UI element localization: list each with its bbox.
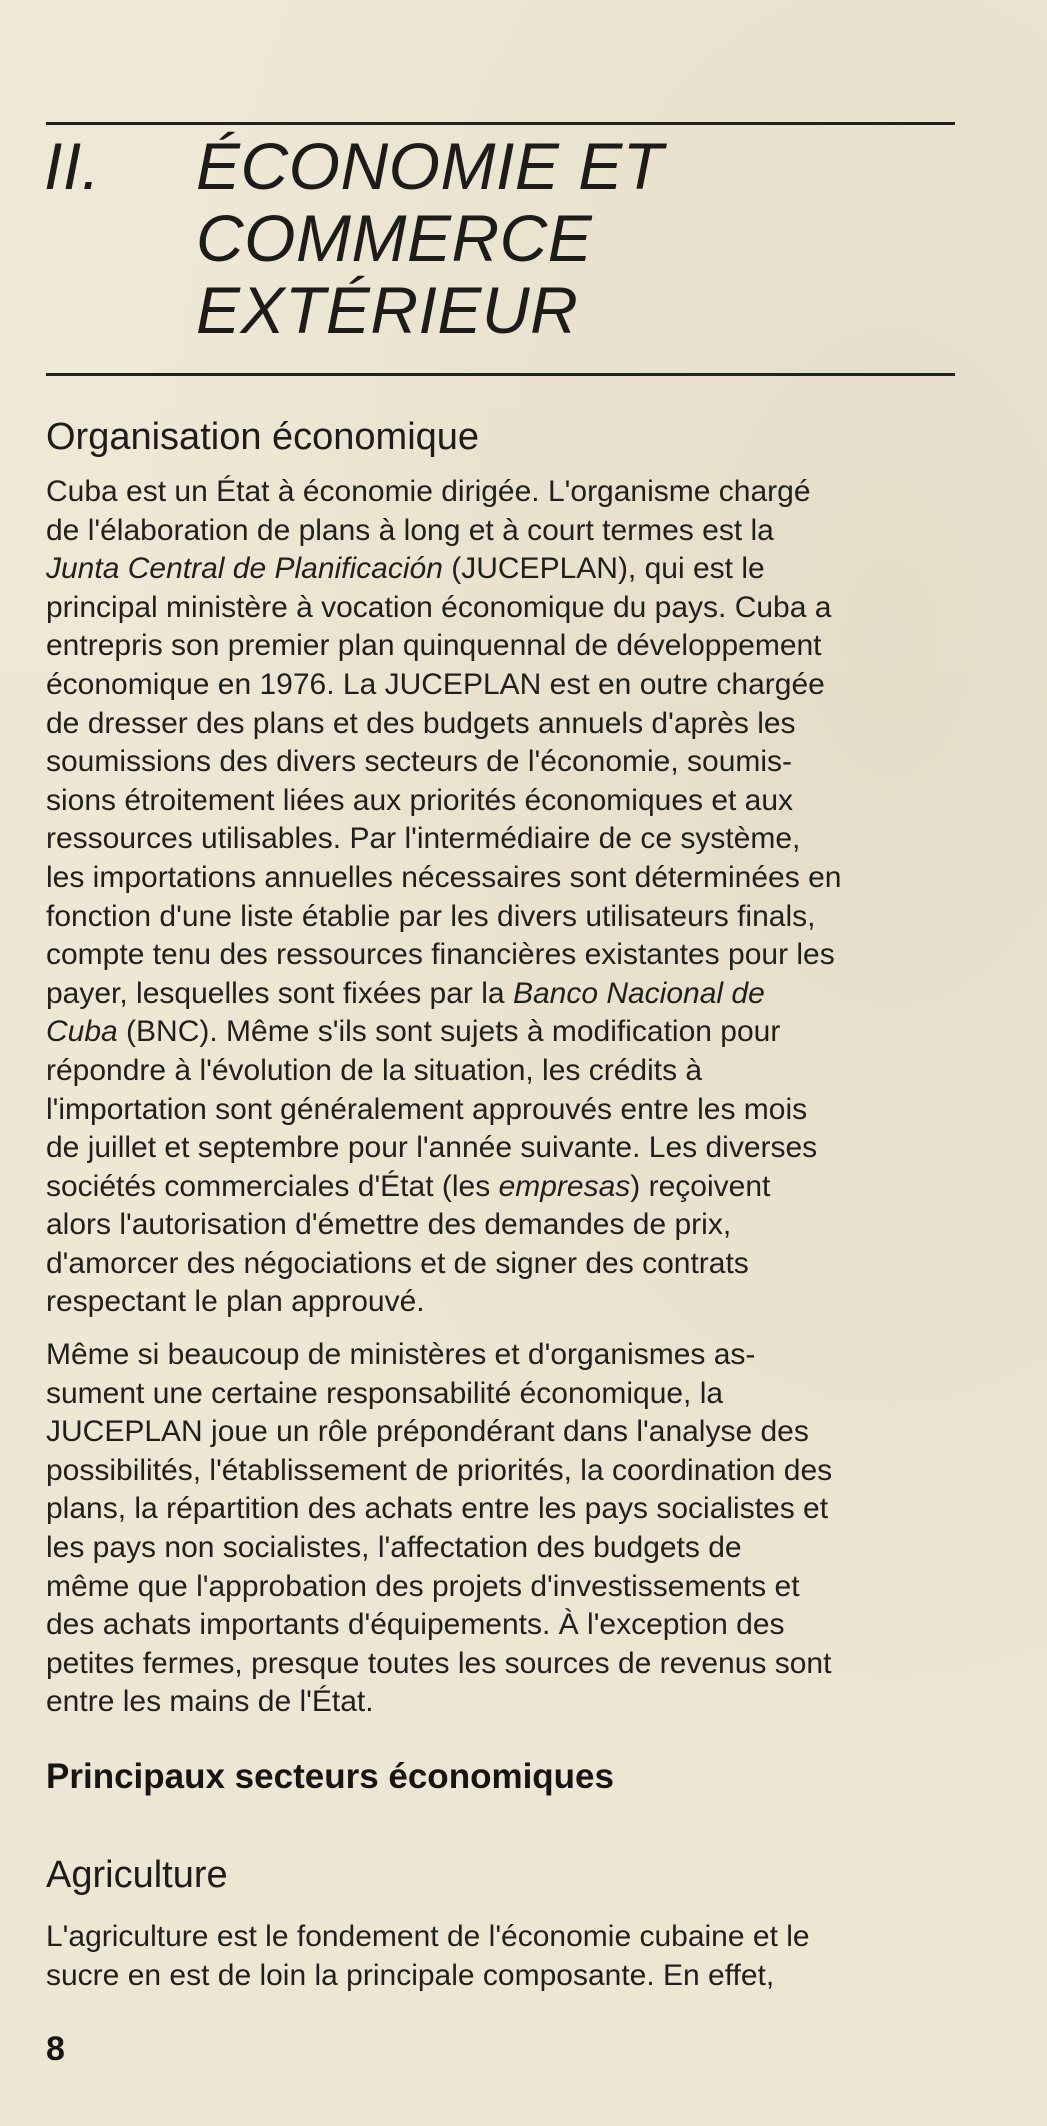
text-line (46, 743, 958, 782)
text-run: de l'élaboration de plans à long et à court termes est la (46, 513, 774, 547)
text-line: plans, la répartition des achats entre les pays socialistes et (46, 1492, 829, 1526)
text-run: alors l'autorisation d'émettre des demandes de prix, (46, 1208, 732, 1242)
text-line (46, 627, 958, 666)
text-line (46, 1013, 958, 1052)
text-line (46, 898, 958, 937)
text-line (46, 512, 958, 551)
text-line (46, 705, 958, 744)
text-line: sument une certaine responsabilité économique, la (46, 1376, 724, 1410)
text-line: même que l'approbation des projets d'investissements et (46, 1569, 800, 1603)
text-line: L'agriculture est le fondement de l'économie cubaine et le (46, 1920, 810, 1953)
text-line: sucre en est de loin la principale composante. En effet, (46, 1958, 775, 1992)
text-run: sions étroitement liées aux priorités économiques et aux (46, 783, 794, 817)
text-run: les importations annuelles nécessaires sont déterminées en (46, 860, 842, 894)
text-run: de dresser des plans et des budgets annuels d'après les (46, 706, 796, 740)
text-run: sociétés commerciales d'État (les (46, 1169, 499, 1203)
text-line (46, 666, 958, 705)
italic-run: Cuba (46, 1015, 118, 1049)
text-run: l'importation sont généralement approuvés entre les mois (46, 1092, 808, 1126)
chapter-title (196, 130, 956, 346)
text-line (46, 1129, 958, 1168)
text-run: soumissions des divers secteurs de l'économie, soumis- (46, 745, 793, 779)
text-line: entre les mains de l'État. (46, 1685, 374, 1719)
text-line (46, 1052, 958, 1091)
italic-run: Banco Nacional de (512, 976, 765, 1010)
text-run: fonction d'une liste établie par les divers utilisateurs finals, (46, 899, 816, 933)
text-run: économique en 1976. La JUCEPLAN est en outre chargée (46, 667, 825, 701)
italic-run: Junta Central de Planificación (46, 552, 443, 586)
italic-run: empresas (498, 1169, 631, 1203)
text-line (46, 1206, 958, 1245)
top-rule (46, 122, 955, 125)
text-run: ressources utilisables. Par l'intermédiaire de ce système, (46, 822, 801, 856)
text-line: les pays non socialistes, l'affectation des budgets de (46, 1530, 742, 1564)
bottom-rule (46, 373, 955, 376)
text-run: de juillet et septembre pour l'année suivante. Les diverses (46, 1131, 818, 1165)
text-run: respectant le plan approuvé. (46, 1285, 425, 1319)
text-line (46, 1245, 958, 1284)
text-run: Cuba est un État à économie dirigée. L'organisme chargé (46, 475, 811, 508)
text-run: principal ministère à vocation économique du pays. Cuba a (46, 590, 832, 624)
section-heading-organisation: Organisation économique (46, 416, 480, 458)
text-run: (BNC). Même s'ils sont sujets à modification pour (117, 1015, 781, 1049)
chapter-title-line: EXTÉRIEUR (196, 273, 579, 347)
section-heading-secteurs: Principaux secteurs économiques (46, 1757, 614, 1796)
paragraph-agriculture (46, 1918, 958, 1995)
text-line (46, 473, 958, 512)
text-run: d'amorcer des négociations et de signer des contrats (46, 1246, 749, 1280)
text-line: possibilités, l'établissement de priorités, la coordination des (46, 1453, 833, 1487)
page-number: 8 (46, 2030, 65, 2068)
paragraph-organisation-1 (46, 473, 958, 1322)
text-line: JUCEPLAN joue un rôle prépondérant dans l'analyse des (46, 1415, 809, 1449)
text-run: entrepris son premier plan quinquennal de développement (46, 629, 822, 663)
text-line (46, 1168, 958, 1207)
text-line (46, 936, 958, 975)
text-run: (JUCEPLAN), qui est le (442, 552, 765, 586)
text-run: répondre à l'évolution de la situation, les crédits à (46, 1053, 703, 1087)
text-run: compte tenu des ressources financières existantes pour les (46, 938, 835, 972)
text-line (46, 859, 958, 898)
text-line: des achats importants d'équipements. À l'exception des (46, 1608, 785, 1642)
text-line (46, 975, 958, 1014)
chapter-title-line: ÉCONOMIE ET (196, 129, 664, 203)
text-line (46, 820, 958, 859)
text-line (46, 550, 958, 589)
text-run: payer, lesquelles sont fixées par la (46, 976, 513, 1010)
text-line (46, 1283, 958, 1322)
subsection-heading-agriculture: Agriculture (46, 1854, 228, 1896)
text-line: Même si beaucoup de ministères et d'organismes as- (46, 1338, 756, 1371)
chapter-title-line: COMMERCE (196, 201, 593, 275)
text-line (46, 589, 958, 628)
text-line: petites fermes, presque toutes les sources de revenus sont (46, 1646, 832, 1680)
chapter-number: II. (44, 129, 101, 203)
text-run: ) reçoivent (630, 1169, 771, 1203)
text-line (46, 782, 958, 821)
text-line (46, 1091, 958, 1130)
paragraph-organisation-2 (46, 1336, 958, 1722)
